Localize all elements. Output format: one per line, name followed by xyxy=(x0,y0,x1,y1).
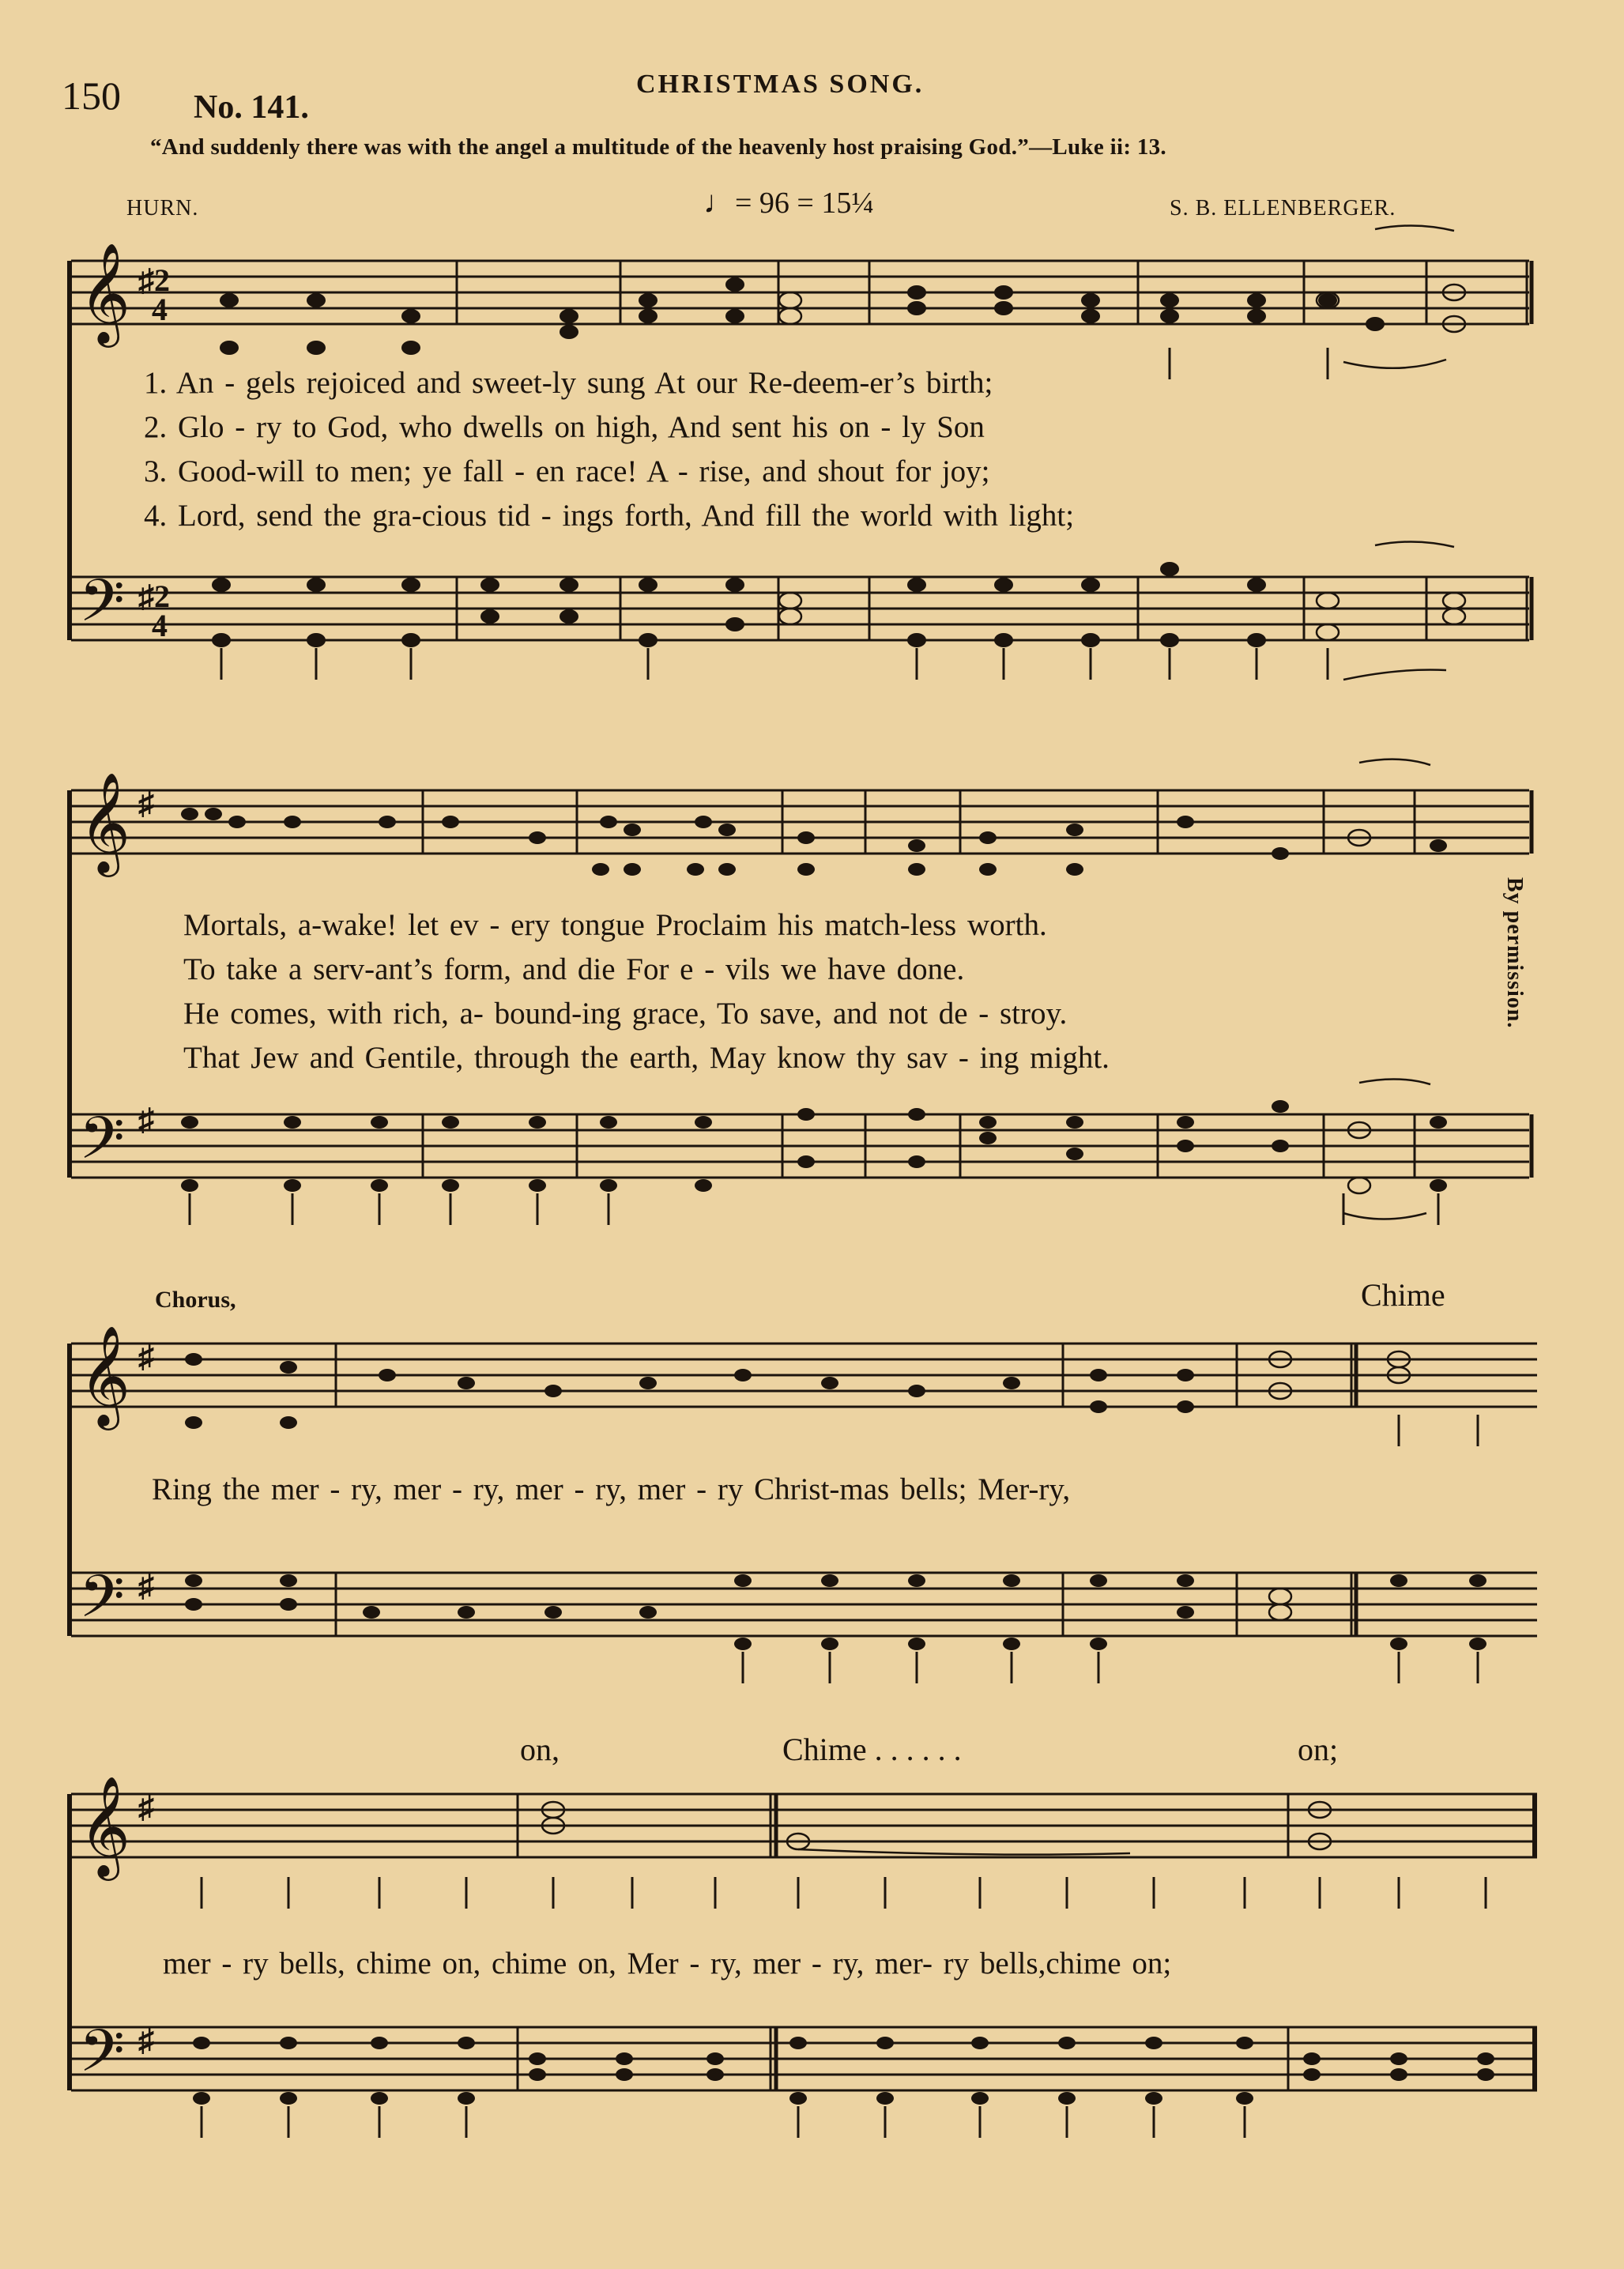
svg-text:𝄢: 𝄢 xyxy=(79,1104,125,1187)
song-number: No. 141. xyxy=(194,89,309,126)
verse-1-line-2: Mortals, a-wake! let ev - ery tongue Proclaim his match-less worth. xyxy=(183,908,1047,942)
chorus-lyric-line-2: mer - ry bells, chime on, chime on, Mer - ry, mer - ry, mer- ry bells,chime on; xyxy=(163,1947,1172,1981)
svg-text:𝄢: 𝄢 xyxy=(79,1562,125,1645)
svg-text:♯: ♯ xyxy=(138,2022,154,2058)
chorus-cue-chime: Chime xyxy=(1361,1277,1445,1313)
svg-text:♯: ♯ xyxy=(138,1568,154,1604)
svg-text:♯: ♯ xyxy=(138,1102,154,1137)
svg-text:♯: ♯ xyxy=(138,786,154,821)
verse-3-line-1: 3. Good-will to men; ye fall - en race! A - rise, and shout for joy; xyxy=(144,454,990,488)
svg-text:𝄞: 𝄞 xyxy=(79,771,131,873)
chorus-label: Chorus, xyxy=(155,1287,236,1313)
svg-text:𝄞: 𝄞 xyxy=(79,1325,131,1426)
composer: S. B. ELLENBERGER. xyxy=(1170,196,1396,220)
chorus-cue-on-2: on; xyxy=(1298,1732,1339,1767)
quarter-note-icon: ♩ xyxy=(703,184,735,220)
chorus-cue-on-1: on, xyxy=(520,1732,560,1767)
verse-4-line-1: 4. Lord, send the gra-cious tid - ings forth, And fill the world with light; xyxy=(144,499,1075,533)
svg-text:4: 4 xyxy=(152,292,168,327)
tempo-value: = 96 = 15¼ xyxy=(735,187,874,220)
verse-3-line-2: He comes, with rich, a- bound-ing grace, To save, and not de - stroy. xyxy=(183,997,1068,1031)
song-title: CHRISTMAS SONG. xyxy=(636,70,925,99)
system-1 xyxy=(70,225,1532,680)
system-2 xyxy=(70,759,1532,1225)
svg-text:♯2: ♯2 xyxy=(138,262,170,298)
svg-text:𝄢: 𝄢 xyxy=(79,2017,125,2100)
verse-1-line-1: 1. An - gels rejoiced and sweet-ly sung At our Re-deem-er’s birth; xyxy=(144,366,993,400)
verse-2-line-2: To take a serv-ant’s form, and die For e - vils we have done. xyxy=(183,952,965,986)
permission-note: By permission. xyxy=(1502,877,1527,1029)
svg-text:♯: ♯ xyxy=(138,1789,154,1825)
chorus-lyric-line-1: Ring the mer - ry, mer - ry, mer - ry, mer - ry Christ-mas bells; Mer-ry, xyxy=(152,1472,1071,1506)
svg-text:4: 4 xyxy=(152,608,168,643)
verse-2-line-1: 2. Glo - ry to God, who dwells on high, And sent his on - ly Son xyxy=(144,410,985,444)
page-number: 150 xyxy=(62,73,121,118)
epigraph: “And suddenly there was with the angel a multitude of the heavenly host praising God.”—Luke ii: 13. xyxy=(150,134,1166,160)
svg-text:♯: ♯ xyxy=(138,1339,154,1374)
svg-text:𝄞: 𝄞 xyxy=(79,1775,131,1876)
tune-name: HURN. xyxy=(126,196,199,220)
svg-text:𝄢: 𝄢 xyxy=(79,567,125,650)
svg-text:𝄞: 𝄞 xyxy=(79,242,131,343)
verse-4-line-2: That Jew and Gentile, through the earth, May know thy sav - ing might. xyxy=(183,1041,1110,1075)
chorus-cue-chime-2: Chime . . . . . . xyxy=(782,1732,962,1767)
svg-text:♯2: ♯2 xyxy=(138,579,170,614)
